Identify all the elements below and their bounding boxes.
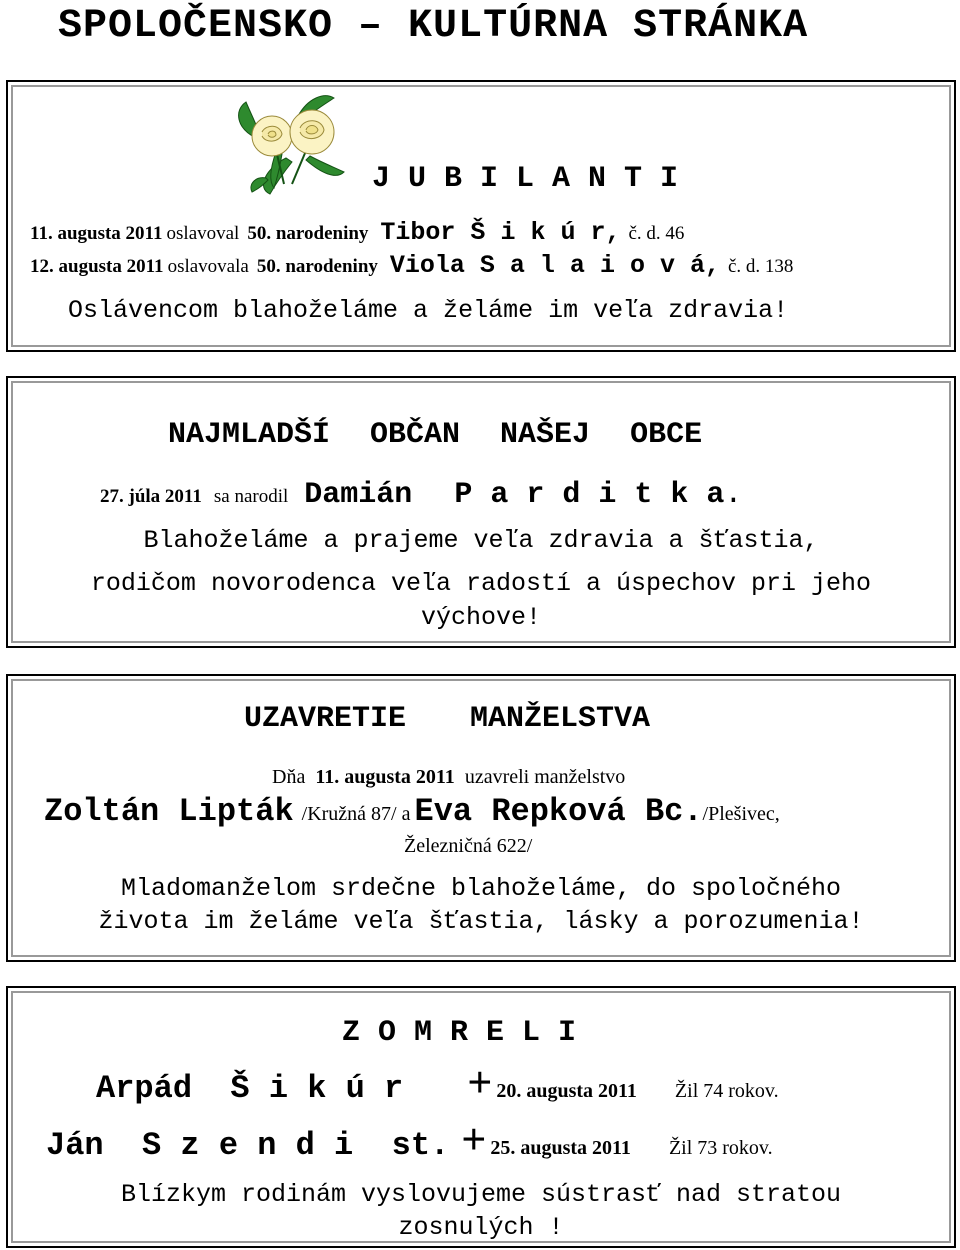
jubilant-1-age: 50. narodeniny: [247, 223, 369, 244]
najmladsi-section: [6, 376, 956, 648]
najmladsi-wish-1: Blahoželáme a prajeme veľa zdravia a šťastia,: [143, 526, 819, 555]
najmladsi-wish-3: výchove!: [420, 603, 542, 632]
bride-address-1: /Plešivec,: [702, 803, 780, 825]
jubilanti-heading: J U B I L A N T I: [372, 162, 679, 196]
birth-period: .: [724, 478, 743, 512]
manzelstva-heading-word-1: UZAVRETIE: [244, 702, 407, 736]
cross-icon: +: [467, 1058, 493, 1107]
najmladsi-heading-word-1: NAJMLADŠÍ: [168, 418, 331, 452]
jubilant-2-verb: oslavovala: [167, 256, 249, 277]
page-title: SPOLOČENSKO – KULTÚRNA STRÁNKA: [58, 4, 809, 49]
bride-name: Eva Repková Bc.: [414, 793, 703, 830]
manzelstva-heading-word-2: MANŽELSTVA: [470, 702, 651, 736]
jubilant-2-name: Viola S a l a i o v á,: [389, 251, 720, 280]
zomreli-wish-1: Blízkym rodinám vyslovujeme sústrasť nad stratou: [120, 1180, 842, 1209]
deceased-1-date: 20. augusta 2011: [496, 1080, 637, 1102]
jubilanti-section: [6, 80, 956, 352]
deceased-row-1: [96, 1058, 779, 1107]
child-first-name: Damián: [304, 478, 413, 512]
najmladsi-birth-line: [100, 478, 742, 512]
marriage-intro: [272, 766, 625, 789]
jubilant-2-house: č. d. 138: [727, 256, 794, 277]
deceased-row-2: [46, 1115, 773, 1164]
najmladsi-heading: [168, 418, 702, 452]
cross-icon: +: [461, 1115, 487, 1164]
deceased-1-name: Arpád Š i k ú r: [96, 1070, 404, 1107]
marriage-date: 11. augusta 2011: [315, 766, 455, 788]
zomreli-wish-2: zosnulých !: [398, 1213, 564, 1242]
jubilant-1-house: č. d. 46: [628, 223, 685, 244]
groom-name: Zoltán Lipták: [44, 793, 294, 830]
jubilanti-wish: Oslávencom blahoželáme a želáme im veľa zdravia!: [68, 296, 789, 325]
manzelstva-section: [6, 674, 956, 962]
najmladsi-heading-word-3: NAŠEJ: [500, 418, 591, 452]
marriage-couple-line: [44, 793, 780, 830]
jubilant-2-date: 12. augusta 2011: [30, 256, 164, 277]
jubilant-row-1: [30, 218, 684, 247]
deceased-2-name: Ján S z e n d i st.: [46, 1127, 450, 1164]
najmladsi-heading-word-4: OBCE: [630, 418, 703, 452]
birth-verb: sa narodil: [213, 486, 289, 507]
jubilant-2-age: 50. narodeniny: [256, 256, 378, 277]
zomreli-heading: Z O M R E L I: [342, 1016, 577, 1050]
birth-date: 27. júla 2011: [100, 486, 202, 507]
deceased-2-date: 25. augusta 2011: [490, 1137, 631, 1159]
deceased-2-age: Žil 73 rokov.: [668, 1137, 773, 1159]
najmladsi-heading-word-2: OBČAN: [370, 418, 461, 452]
bride-address-2: Železničná 622/: [404, 835, 533, 857]
jubilant-1-verb: oslavoval: [166, 223, 240, 244]
jubilant-1-name: Tibor Š i k ú r,: [380, 218, 621, 247]
groom-address: /Kružná 87/ a: [301, 803, 411, 825]
marriage-intro-suffix: uzavreli manželstvo: [464, 766, 626, 788]
jubilant-row-2: [30, 251, 793, 280]
manzelstva-wish-2: života im želáme veľa šťastia, lásky a porozumenia!: [98, 907, 864, 936]
manzelstva-wish-1: Mladomanželom srdečne blahoželáme, do spoločného: [120, 874, 842, 903]
najmladsi-wish-2: rodičom novorodenca veľa radostí a úspechov pri jeho: [90, 569, 872, 598]
jubilant-1-date: 11. augusta 2011: [30, 223, 163, 244]
manzelstva-heading: [244, 702, 650, 736]
marriage-intro-prefix: Dňa: [272, 766, 306, 788]
child-surname: P a r d i t k a: [454, 478, 725, 512]
zomreli-section: [6, 986, 956, 1248]
deceased-1-age: Žil 74 rokov.: [674, 1080, 779, 1102]
yellow-roses-icon: [226, 88, 356, 198]
